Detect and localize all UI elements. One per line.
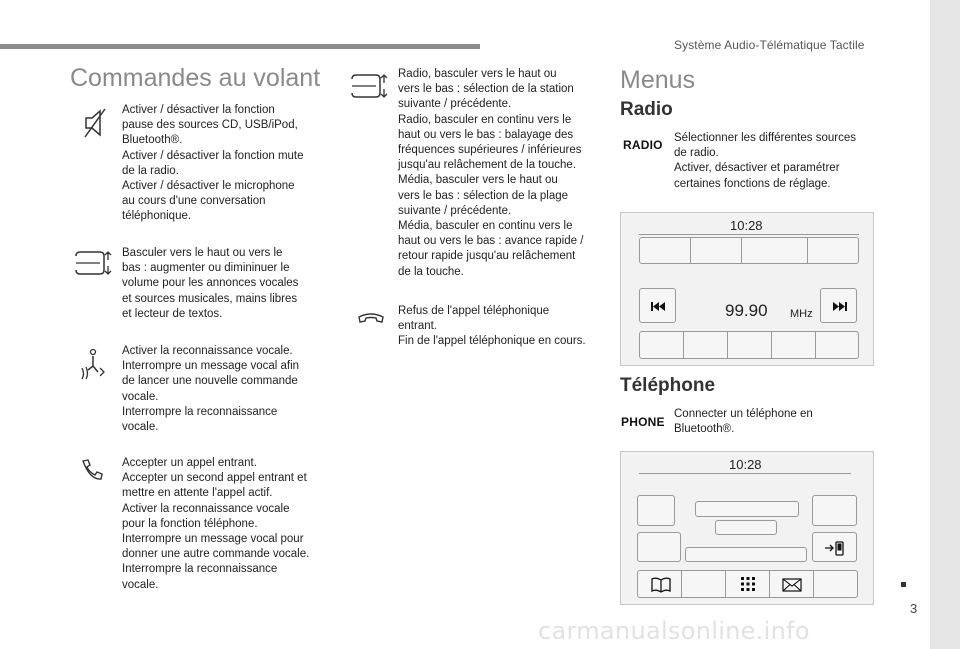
phone-connect-button[interactable] [812, 532, 857, 562]
mute-description: Activer / désactiver la fonction pause des sources CD, USB/iPod, Bluetooth®. Activer / désactiver la fonction mute de la radio. Activer / désactiver le microphone au cours d'une conversation téléphonique. [122, 104, 304, 223]
phone-key-top-right[interactable] [812, 495, 857, 526]
phone-bottom-menu-bar[interactable] [637, 570, 858, 598]
seek-forward-button[interactable] [820, 288, 857, 323]
phone-screen [620, 451, 874, 605]
phone-bluetooth-connect-icon [813, 533, 858, 563]
message-envelope-icon [781, 578, 803, 592]
phone-key-bottom-left[interactable] [637, 532, 681, 562]
radio-button-label: RADIO [623, 138, 663, 152]
section-title-menus: Menus [620, 66, 696, 94]
phone-button-label: PHONE [621, 415, 665, 429]
page-number: 3 [910, 601, 918, 616]
keypad-icon [739, 575, 757, 595]
radio-screen-divider [639, 234, 859, 235]
watermark: carmanualsonline.info [538, 617, 810, 645]
seek-back-button[interactable] [639, 288, 676, 323]
skip-back-icon [640, 289, 677, 324]
phone-key-top-left[interactable] [637, 495, 675, 526]
contacts-book-icon [650, 577, 672, 593]
skip-forward-icon [821, 289, 858, 324]
phone-screen-time: 10:28 [729, 457, 762, 472]
radio-frequency: 99.90 [725, 301, 768, 320]
radio-heading: Radio [620, 99, 673, 120]
volume-description: Basculer vers le haut ou vers le bas : augmenter ou dimininuer le volume pour les annonces vocales et sources musicales, mains libres et lecteur de textos. [122, 247, 299, 320]
phone-description: Connecter un téléphone en Bluetooth®. [674, 408, 813, 436]
page-marker [901, 582, 906, 587]
hangup-description: Refus de l'appel téléphonique entrant. Fin de l'appel téléphonique en cours. [398, 305, 586, 348]
phone-screen-divider [639, 473, 851, 474]
phone-pickup-icon [80, 458, 104, 482]
seek-switch-icon [350, 73, 390, 99]
radio-frequency-unit: MHz [790, 308, 813, 320]
phone-hangup-icon [357, 312, 385, 326]
radio-preset-bar[interactable] [639, 237, 859, 264]
mute-speaker-icon [84, 108, 106, 138]
pickup-description: Accepter un appel entrant. Accepter un second appel entrant et mettre en attente l'appel actif. Activer la reconnaissance vocale pour la fonction téléphone. Interrompre un message vocal pour donner une autre commande vocale. Interrompre la reconnaissance vocale. [122, 457, 310, 591]
radio-bottom-menu-bar[interactable] [639, 331, 859, 359]
voice-recognition-icon [80, 348, 106, 380]
running-header: Système Audio-Télématique Tactile [674, 38, 865, 52]
radio-screen [620, 212, 874, 366]
section-title-steering-controls: Commandes au volant [70, 64, 321, 92]
radio-screen-time: 10:28 [730, 218, 763, 233]
phone-field-bottom [685, 547, 807, 562]
radio-description: Sélectionner les différentes sources de radio. Activer, désactiver et paramétrer certaines fonctions de réglage. [674, 132, 856, 190]
page-edge-band [930, 0, 960, 649]
voice-description: Activer la reconnaissance vocale. Interrompre un message vocal afin de lancer une nouvelle commande vocale. Interrompre la reconnaissance vocale. [122, 345, 300, 434]
seek-description: Radio, basculer vers le haut ou vers le bas : sélection de la station suivante / précédente. Radio, basculer en continu vers le haut ou vers le bas : balayage des fréquences supérieures / inférieures jusqu'au relâchement de la touche. Média, basculer vers le haut ou vers le bas : sélection de la plage suivante / précédente. Média, basculer en continu vers le haut ou vers le bas : avance rapide / retour rapide jusqu'au relâchement de la touche. [398, 68, 584, 278]
phone-heading: Téléphone [620, 375, 716, 396]
phone-field-top [695, 501, 799, 517]
volume-switch-icon [74, 250, 114, 276]
phone-field-middle [715, 520, 777, 535]
top-rule [0, 44, 480, 49]
